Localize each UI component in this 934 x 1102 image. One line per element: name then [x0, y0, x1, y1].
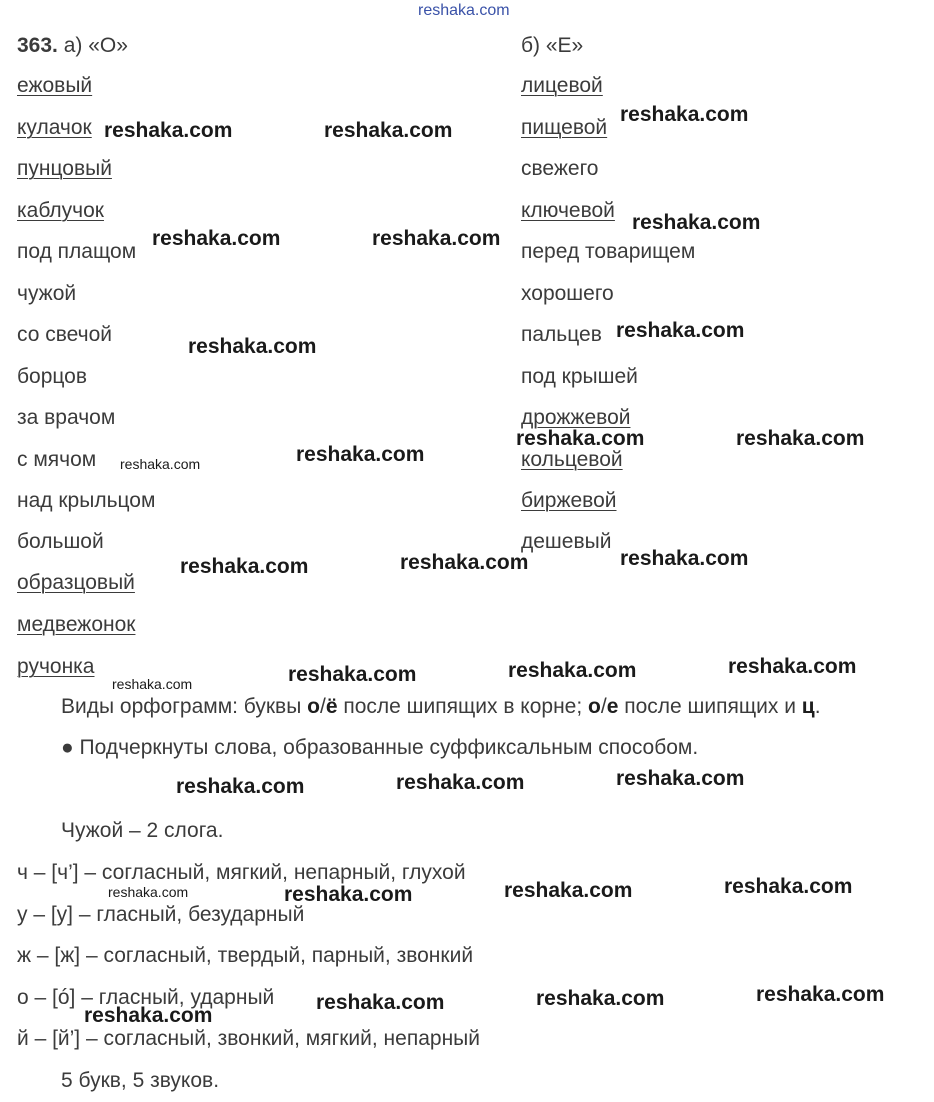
- word-a-13: образцовый: [17, 571, 135, 594]
- watermark: reshaka.com: [176, 775, 305, 798]
- watermark: reshaka.com: [296, 443, 425, 466]
- watermark: reshaka.com: [616, 319, 745, 342]
- word-a-15: ручонка: [17, 655, 95, 678]
- watermark: reshaka.com: [396, 771, 525, 794]
- orthogram-types: [61, 695, 821, 719]
- orthogram-prefix: Виды орфограмм: буквы: [61, 695, 308, 718]
- watermark: reshaka.com: [316, 991, 445, 1014]
- watermark: reshaka.com: [756, 983, 885, 1006]
- word-a-7: со свечой: [17, 323, 113, 346]
- watermark-small: reshaka.com: [120, 456, 201, 472]
- word-b-5: перед товарищем: [521, 240, 696, 263]
- watermark: reshaka.com: [372, 227, 501, 250]
- watermark: reshaka.com: [616, 767, 745, 790]
- column-b-header: б) «Е»: [521, 34, 584, 57]
- word-a-4: каблучок: [17, 199, 104, 222]
- word-a-9: за врачом: [17, 406, 116, 429]
- word-b-8: под крышей: [521, 365, 638, 388]
- word-b-3: свежего: [521, 157, 599, 180]
- watermark: reshaka.com: [284, 883, 413, 906]
- watermark: reshaka.com: [724, 875, 853, 898]
- watermark: reshaka.com: [632, 211, 761, 234]
- watermark: reshaka.com: [152, 227, 281, 250]
- watermark: reshaka.com: [84, 1004, 213, 1027]
- watermark: reshaka.com: [728, 655, 857, 678]
- exercise-number: 363.: [17, 34, 58, 57]
- word-a-6: чужой: [17, 282, 77, 305]
- watermark-small: reshaka.com: [112, 676, 193, 692]
- note-underlined-words: ● Подчеркнуты слова, образованные суффиксальным способом.: [61, 736, 699, 759]
- letter-e: е: [606, 695, 619, 718]
- watermark: reshaka.com: [288, 663, 417, 686]
- exercise-header-a: [17, 34, 128, 58]
- letter-yo: ё: [325, 695, 338, 718]
- word-b-2: пищевой: [521, 116, 608, 139]
- word-b-1: лицевой: [521, 74, 603, 97]
- syllable-count: Чужой – 2 слога.: [61, 819, 224, 842]
- orthogram-mid-2: после шипящих и: [618, 695, 802, 718]
- phonetic-line-2: у – [у] – гласный, безударный: [17, 903, 305, 926]
- slash: /: [319, 695, 326, 718]
- phonetic-line-3: ж – [ж] – согласный, твердый, парный, звонкий: [17, 944, 474, 967]
- word-a-2: кулачок: [17, 116, 92, 139]
- word-b-6: хорошего: [521, 282, 614, 305]
- phonetic-line-4: о – [ó] – гласный, ударный: [17, 986, 275, 1009]
- column-a-header: а) «О»: [63, 34, 128, 57]
- word-a-5: под плащом: [17, 240, 137, 263]
- watermark-top: reshaka.com: [418, 2, 510, 19]
- watermark: reshaka.com: [180, 555, 309, 578]
- orthogram-end: .: [814, 695, 821, 718]
- phonetic-line-1: ч – [ч’] – согласный, мягкий, непарный, глухой: [17, 861, 466, 884]
- watermark: reshaka.com: [508, 659, 637, 682]
- watermark: reshaka.com: [400, 551, 529, 574]
- watermark: reshaka.com: [516, 427, 645, 450]
- word-b-12: дешевый: [521, 530, 612, 553]
- word-b-11: биржевой: [521, 489, 617, 512]
- slash-2: /: [600, 695, 607, 718]
- word-b-10: кольцевой: [521, 448, 623, 471]
- word-b-4: ключевой: [521, 199, 615, 222]
- watermark: reshaka.com: [324, 119, 453, 142]
- watermark: reshaka.com: [536, 987, 665, 1010]
- letter-o: о: [307, 695, 320, 718]
- watermark: reshaka.com: [104, 119, 233, 142]
- word-a-12: большой: [17, 530, 104, 553]
- word-a-8: борцов: [17, 365, 88, 388]
- word-a-11: над крыльцом: [17, 489, 156, 512]
- letter-o-2: о: [588, 695, 601, 718]
- phonetic-line-5: й – [й’] – согласный, звонкий, мягкий, непарный: [17, 1027, 480, 1050]
- word-b-9: дрожжевой: [521, 406, 631, 429]
- letter-ts: ц: [801, 695, 815, 718]
- watermark: reshaka.com: [504, 879, 633, 902]
- word-a-14: медвежонок: [17, 613, 136, 636]
- letters-sounds-summary: 5 букв, 5 звуков.: [61, 1069, 220, 1092]
- orthogram-mid: после шипящих в корне;: [337, 695, 589, 718]
- word-a-3: пунцовый: [17, 157, 112, 180]
- word-a-10: с мячом: [17, 448, 97, 471]
- watermark: reshaka.com: [620, 547, 749, 570]
- watermark: reshaka.com: [736, 427, 865, 450]
- watermark-small: reshaka.com: [108, 884, 189, 900]
- watermark: reshaka.com: [188, 335, 317, 358]
- word-b-7: пальцев: [521, 323, 602, 346]
- word-a-1: ежовый: [17, 74, 93, 97]
- watermark: reshaka.com: [620, 103, 749, 126]
